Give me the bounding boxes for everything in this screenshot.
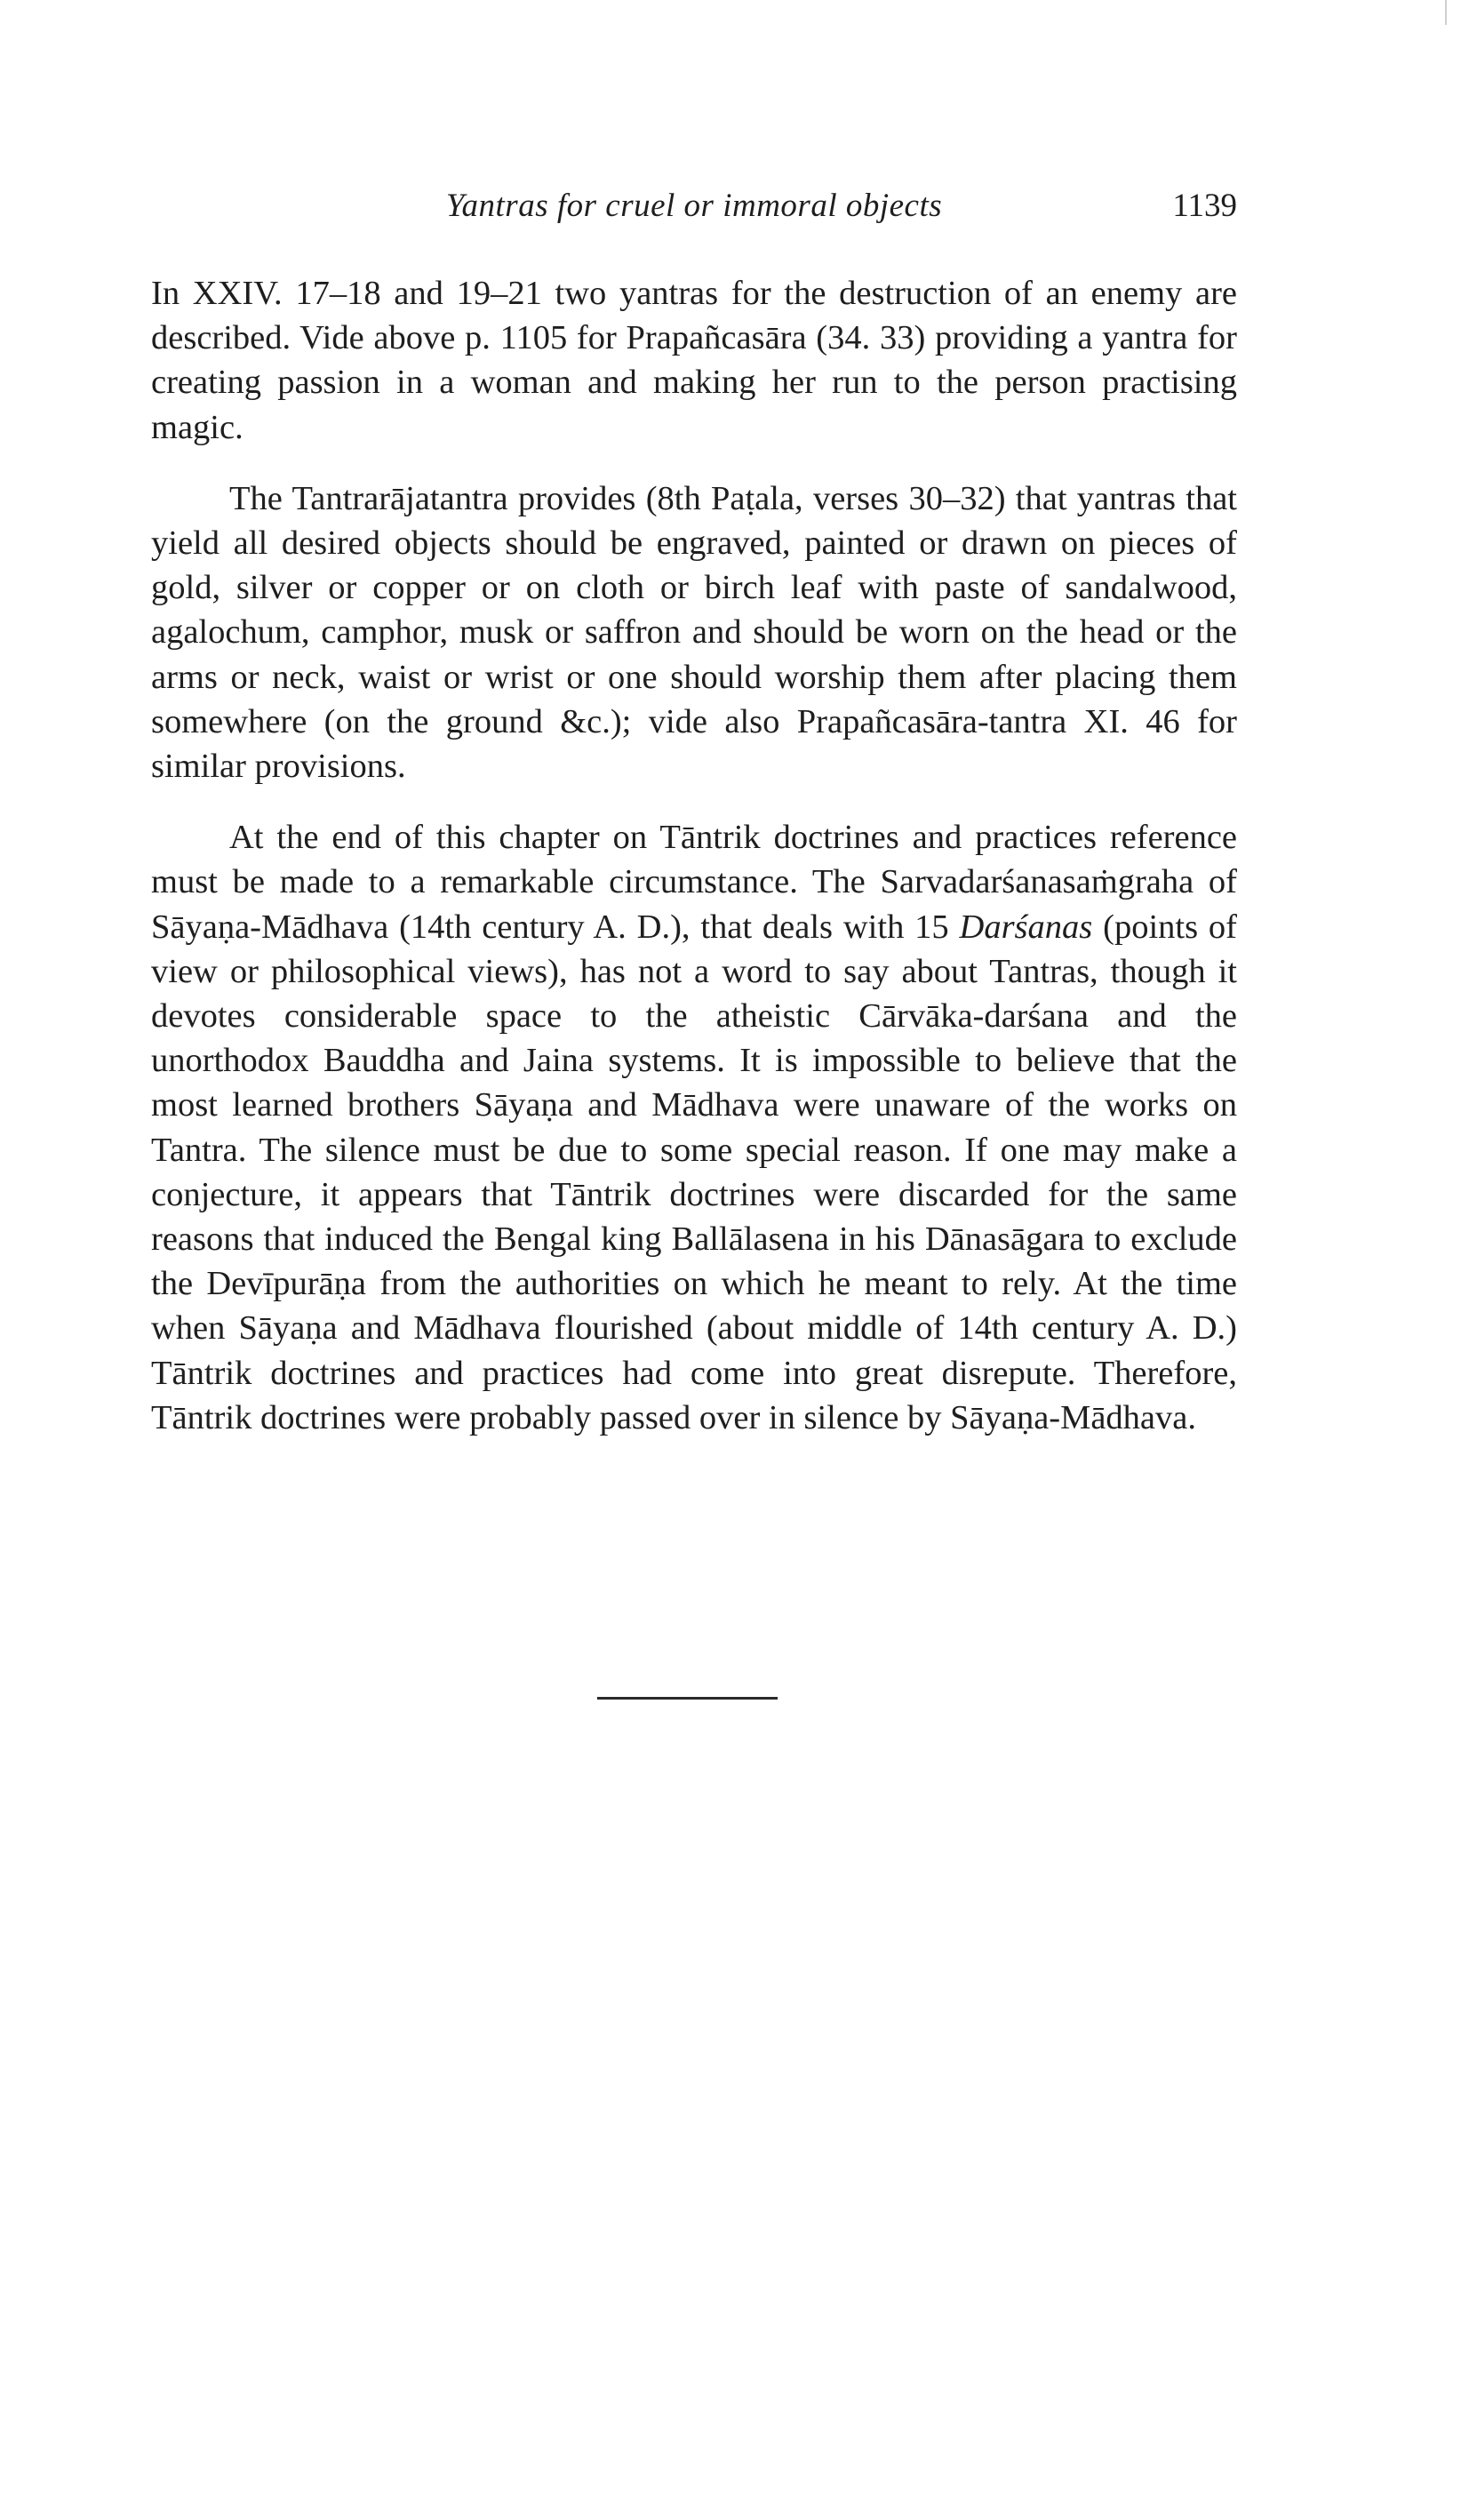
body-text	[151, 271, 1237, 1467]
paragraph-2: The Tantrarājatantra provides (8th Paṭala, verses 30–32) that yantras that yield all desired objects should be engraved, painted or drawn on pieces of gold, silver or copper or on cloth or birch leaf with paste of sandalwood, agalochum, camphor, musk or saffron and should be worn on the head or the arms or neck, waist or wrist or one should worship them after placing them somewhere (on the ground &c.); vide also Prapañcasāra-tantra XI. 46 for similar provisions.	[151, 479, 1237, 786]
section-end-rule	[597, 1697, 778, 1700]
paragraph-3-text-b: (points of view or philosophical views), has not a word to say about Tantras, though it devotes considerable space to the atheistic Cārvāka-darśana and the unorthodox Bauddha and Jaina systems. It is impossible to believe that the most learned brothers Sāyaṇa and Mādhava were unaware of the works on Tantra. The silence must be due to some special reason. If one may make a conjecture, it appears that Tāntrik doctrines were discarded for the same reasons that induced the Bengal king Ballālasena in his Dānasāgara to exclude the Devīpurāṇa from the authorities on which he meant to rely. At the time when Sāyaṇa and Mādhava flourished (about middle of 14th century A. D.) Tāntrik doctrines and practices had come into great disrepute. Therefore, Tāntrik doctrines were probably passed over in silence by Sāyaṇa-Mādhava.	[151, 908, 1237, 1436]
paragraph-3	[151, 815, 1237, 1440]
paragraph-3-text-a: At the end of this chapter on Tāntrik doctrines and practices reference must be made to a remarkable circumstance. The Sarvadarśanasaṁgraha of Sāyaṇa-Mādhava (14th century A. D.), that deals with 15	[151, 819, 1237, 946]
paragraph-1: In XXIV. 17–18 and 19–21 two yantras for the destruction of an enemy are described. Vide above p. 1105 for Prapañcasāra (34. 33) providing a yantra for creating passion in a woman and making her run to the person practising magic.	[151, 275, 1237, 446]
darsanas-italic: Darśanas	[959, 908, 1093, 946]
running-title: Yantras for cruel or immoral objects	[445, 188, 943, 224]
page-number: 1139	[1172, 188, 1237, 224]
page-edge-mark	[1445, 0, 1447, 25]
running-head	[151, 187, 1237, 240]
